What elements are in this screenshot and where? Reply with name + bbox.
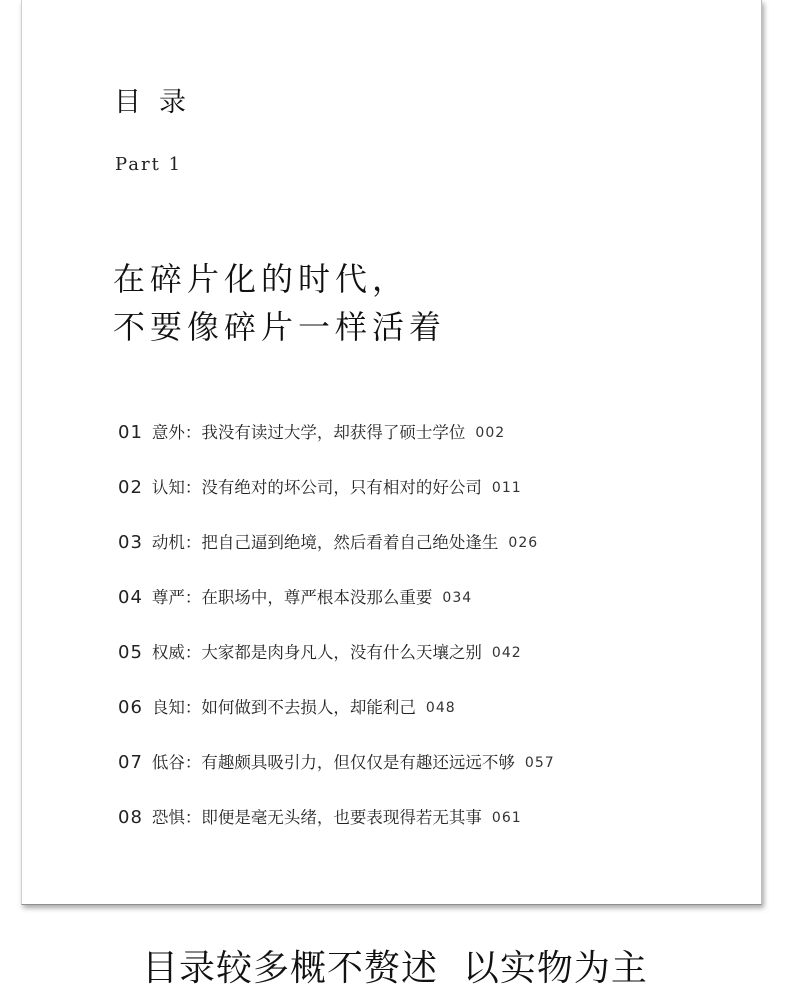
- entry-number: 06: [118, 697, 143, 718]
- entry-number: 04: [118, 587, 143, 608]
- entry-page-number: 057: [524, 755, 555, 771]
- toc-entry: [118, 694, 555, 749]
- toc-entry: [118, 804, 555, 859]
- book-page: [21, 0, 762, 905]
- entry-title: 权威：大家都是肉身凡人，没有什么天壤之别: [151, 643, 482, 662]
- entry-title: 恐惧：即便是毫无头绪，也要表现得若无其事: [151, 808, 482, 827]
- entry-page-number: 061: [491, 810, 522, 826]
- entry-page-number: 011: [491, 480, 522, 496]
- part-headline: [113, 255, 446, 351]
- entry-title: 良知：如何做到不去损人，却能利己: [151, 698, 416, 717]
- headline-line-1: 在碎片化的时代，: [113, 260, 410, 298]
- entry-number: 02: [118, 477, 143, 498]
- part-label: Part 1: [115, 154, 183, 175]
- entry-title: 动机：把自己逼到绝境，然后看着自己绝处逢生: [151, 533, 499, 552]
- entry-title: 尊严：在职场中，尊严根本没那么重要: [151, 588, 433, 607]
- entry-page-number: 026: [508, 535, 539, 551]
- toc-entry: [118, 584, 555, 639]
- toc-title: 目录: [114, 87, 204, 118]
- entry-page-number: 048: [425, 700, 456, 716]
- entry-number: 07: [118, 752, 143, 773]
- entry-number: 01: [118, 422, 143, 443]
- entry-number: 03: [118, 532, 143, 553]
- entry-page-number: 002: [475, 425, 506, 441]
- toc-entry: [118, 474, 555, 529]
- entry-number: 05: [118, 642, 143, 663]
- caption-text: 目录较多概不赘述 以实物为主: [142, 948, 648, 989]
- entry-page-number: 042: [491, 645, 522, 661]
- entry-title: 意外：我没有读过大学，却获得了硕士学位: [151, 423, 466, 442]
- entry-page-number: 034: [442, 590, 473, 606]
- toc-entry-list: [118, 419, 555, 859]
- toc-entry: [118, 749, 555, 804]
- entry-title: 低谷：有趣颇具吸引力，但仅仅是有趣还远远不够: [151, 753, 515, 772]
- toc-entry: [118, 639, 555, 694]
- headline-line-2: 不要像碎片一样活着: [113, 308, 447, 346]
- toc-entry: [118, 529, 555, 584]
- entry-title: 认知：没有绝对的坏公司，只有相对的好公司: [151, 478, 482, 497]
- entry-number: 08: [118, 807, 143, 828]
- toc-entry: [118, 419, 555, 474]
